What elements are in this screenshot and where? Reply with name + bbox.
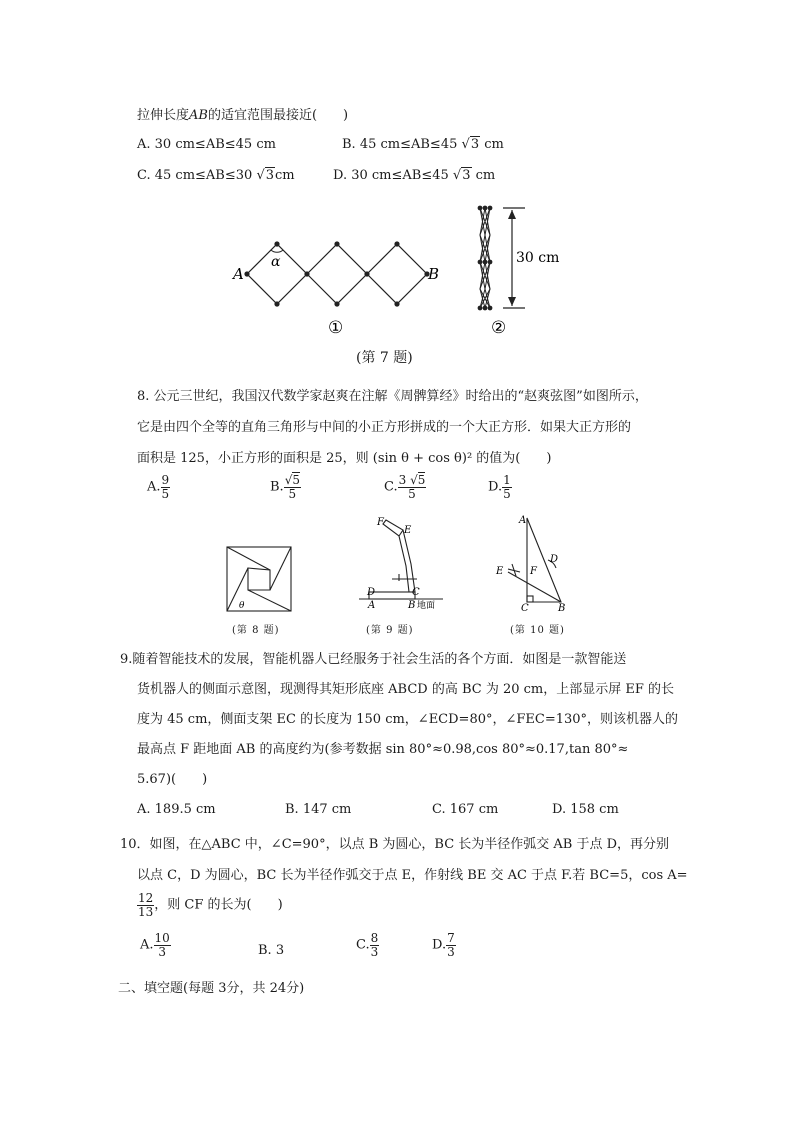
q9-option-d[interactable]: D. 158 cm (552, 802, 619, 817)
q10-option-a-num: 10 (154, 931, 170, 945)
q7-stem (137, 104, 348, 123)
q8-option-b[interactable] (270, 474, 301, 500)
q10-line3 (137, 892, 283, 918)
q10-line3-rest: ，则 CF 的长为( ) (154, 897, 283, 913)
q8-option-d[interactable] (488, 474, 512, 500)
section-heading: 二、填空题(每题 3分，共 24分) (118, 981, 305, 996)
q7-option-d-rad: 3 (462, 168, 471, 183)
q8-option-d-letter: D. (488, 479, 503, 495)
q8-option-b-den: 5 (288, 486, 297, 501)
q10-option-d[interactable] (432, 932, 456, 958)
label-theta: θ (239, 601, 245, 611)
q9-line2: 货机器人的侧面示意图，现测得其矩形底座 ABCD 的高 BC 为 20 cm，上部显示屏 EF 的长 (137, 682, 675, 697)
q9-option-a[interactable]: A. 189.5 cm (137, 802, 216, 817)
q10-figure (490, 510, 580, 614)
screen-ef (383, 520, 403, 536)
label-alpha: α (271, 254, 281, 270)
q8-option-c-letter: C. (384, 479, 398, 495)
label-f: F (377, 517, 384, 528)
q7-option-b-rad: 3 (470, 137, 480, 152)
q7-stem-b: 的适宜范围最接近( ) (207, 108, 349, 123)
arrow-down-icon (508, 297, 516, 306)
label-d: D (550, 554, 559, 565)
q10-option-c-letter: C. (356, 937, 370, 953)
label-a: A (519, 515, 527, 526)
q7-stem-a: 拉伸长度 (137, 108, 190, 123)
label-f: F (530, 566, 537, 577)
label-d: D (367, 587, 376, 598)
q8-option-a-letter: A. (147, 479, 161, 495)
q10-cos-den: 13 (138, 904, 154, 919)
q7-figure (225, 198, 565, 368)
q7-option-c-post: cm (275, 168, 295, 183)
sqrt-sign: √3 (256, 168, 275, 183)
sqrt-sign: √3 (452, 168, 471, 183)
q10-option-c-num: 8 (370, 931, 379, 945)
q8-option-c-num: 3 (398, 473, 407, 487)
q10-cos-num: 12 (138, 891, 154, 905)
fraction (154, 932, 171, 958)
q8-line1: 8. 公元三世纪，我国汉代数学家赵爽在注解《周髀算经》时给出的“赵爽弦图”如图所示， (137, 389, 648, 404)
q10-option-a-den: 3 (158, 944, 166, 959)
support-ec (399, 536, 409, 592)
q8-option-d-num: 1 (503, 473, 511, 487)
label-ground: 地面 (417, 601, 436, 611)
q8-option-b-num: 5 (292, 473, 300, 487)
q8-option-a-den: 5 (161, 486, 170, 501)
q8-option-b-letter: B. (270, 479, 284, 495)
label-b: B (558, 603, 566, 614)
label-a: A (233, 265, 244, 283)
q8-figure (225, 545, 295, 615)
q7-option-c-rad: 3 (265, 168, 275, 183)
q9-figure (355, 512, 450, 616)
fraction (284, 474, 301, 500)
label-e: E (404, 525, 412, 536)
q7-option-b-pre: B. 45 cm≤AB≤45 (342, 137, 462, 152)
q10-caption: (第 10 题) (510, 625, 565, 636)
q9-line3: 度为 45 cm，侧面支架 EC 的长度为 150 cm，∠ECD=80°，∠FEC=130°，则该机器人的 (137, 712, 679, 727)
arrow-up-icon (508, 210, 516, 219)
sqrt-sign: √3 (461, 137, 480, 152)
q10-option-a-letter: A. (140, 937, 154, 953)
q7-stem-ab: AB (189, 108, 208, 123)
fraction (370, 932, 380, 958)
q8-caption: (第 8 题) (232, 625, 280, 636)
q8-option-c-den: 5 (408, 486, 416, 501)
label-b: B (408, 600, 416, 611)
fraction (161, 474, 171, 500)
q10-option-a[interactable] (140, 932, 171, 958)
big-square (227, 547, 291, 611)
folded-lattice (480, 208, 490, 308)
label-c: C (521, 603, 529, 614)
fraction-numerator: √5 (284, 473, 300, 487)
q10-option-c[interactable] (356, 932, 379, 958)
q8-line3: 面积是 125，小正方形的面积是 25，则 (sin θ + cos θ)² 的值为( ) (137, 451, 552, 466)
q8-option-c-rad: 5 (417, 473, 426, 487)
q10-option-d-letter: D. (432, 937, 447, 953)
fig-num-2: ② (491, 318, 507, 338)
label-c: C (412, 587, 420, 598)
q7-option-d-post: cm (471, 168, 496, 183)
q8-line2: 它是由四个全等的直角三角形与中间的小正方形拼成的一个大正方形．如果大正方形的 (137, 420, 632, 435)
q10-option-d-den: 3 (447, 944, 455, 959)
q10-option-d-num: 7 (447, 931, 455, 945)
q9-option-c[interactable]: C. 167 cm (432, 802, 499, 817)
fraction-numerator: 3 √5 (398, 473, 426, 487)
fig-length-label: 30 cm (516, 250, 560, 266)
fig-num-1: ① (328, 318, 344, 338)
q8-option-a[interactable] (147, 474, 170, 500)
small-square (248, 568, 270, 590)
q7-option-d-pre: D. 30 cm≤AB≤45 (333, 168, 453, 183)
q10-line2: 以点 C，D 为圆心，BC 长为半径作弧交于点 E，作射线 BE 交 AC 于点 F.若 BC=5，cos A= (137, 868, 688, 883)
fraction (398, 474, 427, 500)
q7-option-a[interactable]: A. 30 cm≤AB≤45 cm (137, 137, 276, 152)
q7-option-d[interactable] (333, 168, 495, 183)
q7-caption: (第 7 题) (356, 350, 413, 366)
fraction (502, 474, 512, 500)
lattice-shape (247, 244, 427, 304)
q7-option-c[interactable] (137, 168, 295, 183)
q7-option-b[interactable] (342, 137, 504, 152)
base-rect (369, 592, 415, 599)
label-a: A (368, 600, 376, 611)
q8-option-c[interactable] (384, 474, 426, 500)
q9-line5: 5.67)( ) (137, 772, 208, 787)
q9-line1: 9.随着智能技术的发展，智能机器人已经服务于社会生活的各个方面．如图是一款智能送 (120, 652, 627, 667)
q7-option-b-post: cm (480, 137, 504, 152)
q9-line4: 最高点 F 距地面 AB 的高度约为(参考数据 sin 80°≈0.98,cos 80°≈0.17,tan 80°≈ (137, 742, 629, 757)
q7-option-c-pre: C. 45 cm≤AB≤30 (137, 168, 257, 183)
q9-caption: (第 9 题) (366, 625, 414, 636)
q8-option-a-num: 9 (161, 473, 170, 487)
label-b: B (428, 265, 440, 283)
q10-line1: 10．如图，在△ABC 中，∠C=90°，以点 B 为圆心，BC 长为半径作弧交 AB 于点 D，再分别 (120, 837, 670, 852)
fraction (446, 932, 456, 958)
q9-option-b[interactable]: B. 147 cm (285, 802, 352, 817)
q10-option-c-den: 3 (370, 944, 379, 959)
fraction (137, 892, 154, 918)
q10-option-b[interactable]: B. 3 (258, 943, 285, 958)
q8-option-d-den: 5 (503, 486, 511, 501)
alpha-arc (271, 250, 283, 252)
label-e: E (496, 566, 504, 577)
right-angle-mark (527, 596, 533, 602)
